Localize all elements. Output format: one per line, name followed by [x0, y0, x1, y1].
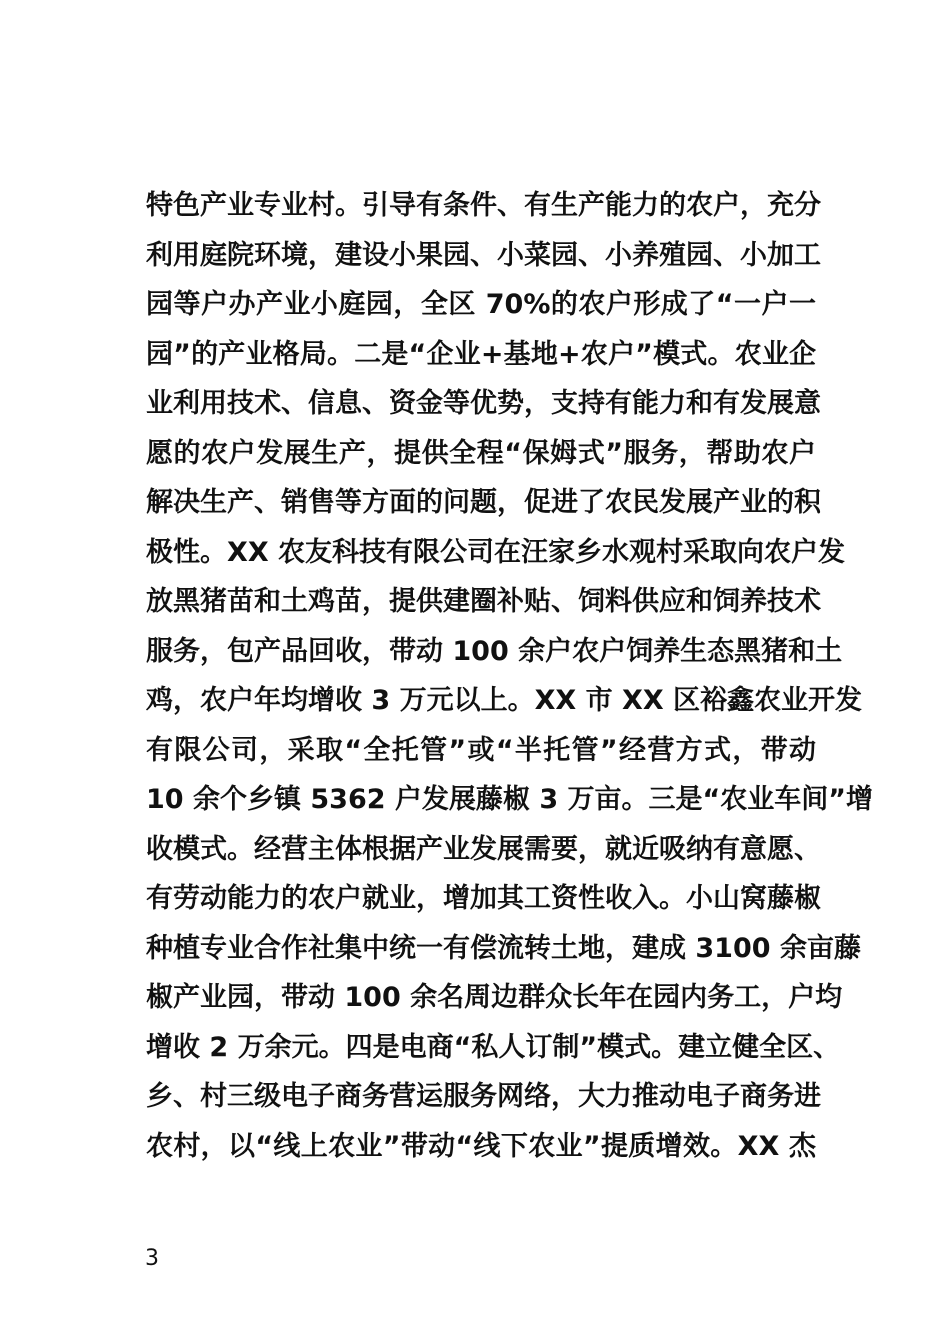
text-line: 极性。XX 农友科技有限公司在汪家乡水观村采取向农户发	[146, 536, 846, 568]
text-line: 放黑猪苗和土鸡苗，提供建圈补贴、饲料供应和饲养技术	[146, 586, 821, 617]
text-line: 有劳动能力的农户就业，增加其工资性收入。小山窝藤椒	[146, 883, 821, 914]
text-line: 有限公司，采取“全托管”或“半托管”经营方式，带动	[146, 734, 816, 766]
text-line: 业利用技术、信息、资金等优势，支持有能力和有发展意	[146, 388, 821, 419]
text-line: 园等户办产业小庭园，全区 70%的农户形成了“一户一	[146, 289, 816, 320]
text-line: 特色产业专业村。引导有条件、有生产能力的农户，充分	[146, 190, 821, 221]
text-line: 园”的产业格局。二是“企业+基地+农户”模式。农业企	[146, 338, 816, 370]
text-line: 椒产业园，带动 100 余名周边群众长年在园内务工，户均	[146, 982, 843, 1013]
text-line: 愿的农户发展生产，提供全程“保姆式”服务，帮助农户	[146, 437, 816, 469]
text-line: 鸡，农户年均增收 3 万元以上。XX 市 XX 区裕鑫农业开发	[146, 685, 863, 716]
text-line: 农村，以“线上农业”带动“线下农业”提质增效。XX 杰	[146, 1130, 816, 1162]
page-number: 3	[145, 1246, 159, 1271]
text-line: 10 余个乡镇 5362 户发展藤椒 3 万亩。三是“农业车间”增	[146, 784, 873, 815]
text-line: 利用庭院环境，建设小果园、小菜园、小养殖园、小加工	[146, 239, 821, 271]
text-line: 增收 2 万余元。四是电商“私人订制”模式。建立健全区、	[146, 1031, 841, 1063]
text-line: 解决生产、销售等方面的问题，促进了农民发展产业的积	[146, 487, 821, 518]
text-line: 收模式。经营主体根据产业发展需要，就近吸纳有意愿、	[146, 833, 821, 865]
text-line: 种植专业合作社集中统一有偿流转土地，建成 3100 余亩藤	[146, 932, 861, 964]
text-line: 服务，包产品回收，带动 100 余户农户饲养生态黑猪和土	[146, 635, 843, 667]
text-line: 乡、村三级电子商务营运服务网络，大力推动电子商务进	[146, 1081, 821, 1112]
body-paragraph	[146, 181, 873, 1171]
